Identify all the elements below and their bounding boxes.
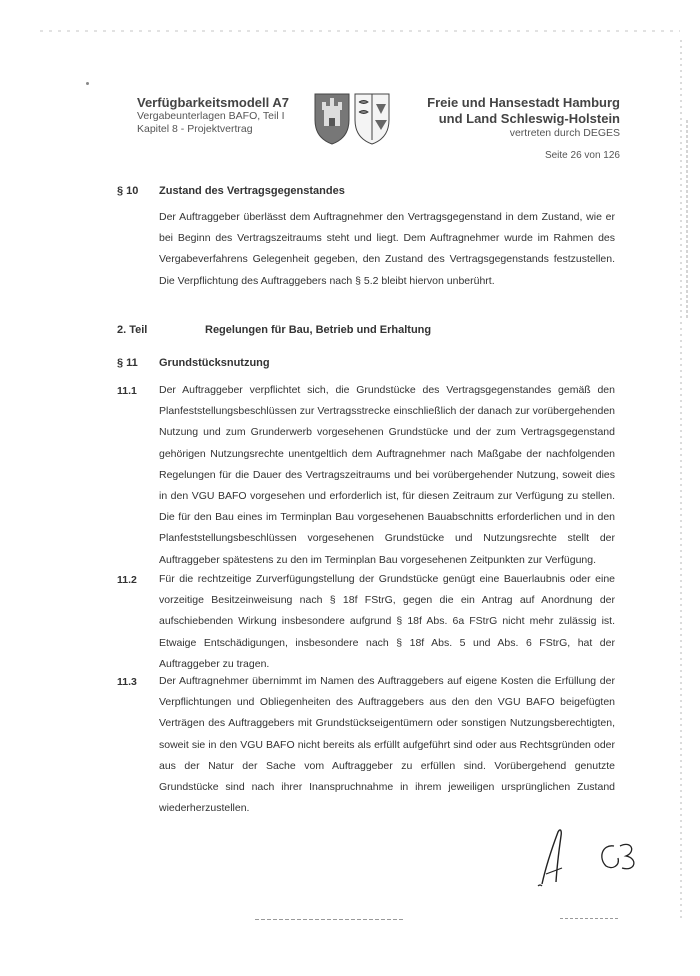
header-left <box>137 95 289 136</box>
document-title: Verfügbarkeitsmodell A7 <box>137 95 289 110</box>
page-number: Seite 26 von 126 <box>544 150 620 161</box>
handwritten-initials-signature <box>532 826 642 888</box>
section-11-title: Grundstücksnutzung <box>159 357 270 369</box>
scan-artifact-top <box>40 30 680 32</box>
paragraph-11-3-text: Der Auftragnehmer übernimmt im Namen des Auftraggebers auf eigene Kosten die Erfüllung der Verpflichtungen und Obliegenheiten des Auftraggebers aus den den VGU BAFO beigefügten Verträgen des Auftraggebers mit Grundstückseigentümern oder sonstigen Nutzungsberechtigten, soweit sie in den VGU BAFO nicht bereits als erfüllt aufgeführt sind oder aus Rechtsgründen oder aus der Natur der Sache vom Auftraggeber zu erfüllen sind. Vorübergehend genutzte Grundstücke sind nach ihrer Inanspruchnahme in ihrem jeweiligen ursprünglichen Zustand wiederherzustellen. <box>159 675 615 815</box>
document-subtitle: Vergabeunterlagen BAFO, Teil I <box>137 110 285 122</box>
part-2-number: 2. Teil <box>117 324 148 336</box>
document-chapter: Kapitel 8 - Projektvertrag <box>137 123 253 135</box>
paragraph-11-3-number: 11.3 <box>117 676 137 688</box>
section-10-title: Zustand des Vertragsgegenstandes <box>159 185 345 197</box>
hamburg-coat-of-arms-icon <box>315 94 349 144</box>
scan-artifact-right-2 <box>686 120 688 320</box>
client-name-line2: und Land Schleswig-Holstein <box>438 111 620 126</box>
paragraph-11-2-number: 11.2 <box>117 574 137 586</box>
scan-artifact-bottom <box>255 919 405 920</box>
scan-artifact-right <box>680 40 682 920</box>
paragraph-11-2-text: Für die rechtzeitige Zurverfügungstellung der Grundstücke genügt eine Bauerlaubnis oder eine vorzeitige Besitzeinweisung nach § 18f FStrG, gegen die ein Antrag auf Anordnung der aufschiebenden Wirkung insbesondere aufgrund § 18f Abs. 6a FStrG nicht mehr zulässig ist. Etwaige Entschädigungen, insbesondere nach § 18f Abs. 5 und Abs. 6 FStrG, hat der Auftraggeber zu tragen. <box>159 573 615 670</box>
section-10-number: § 10 <box>117 185 139 197</box>
section-10-text: Der Auftraggeber überlässt dem Auftragnehmer den Vertragsgegenstand in dem Zustand, wie er bei Beginn des Vertragszeitraums steht und liegt. Dem Auftragnehmer wurde im Rahmen des Vergabeverfahrens Gelegenheit gegeben, den Zustand des Vertragsgegenstands festzustellen. Die Verpflichtung des Auftraggebers nach § 5.2 bleibt hiervon unberührt. <box>159 211 615 287</box>
coat-of-arms-emblems <box>312 90 392 146</box>
paragraph-11-1-text: Der Auftraggeber verpflichtet sich, die Grundstücke des Vertragsgegenstandes gemäß den Planfeststellungsbeschlüssen zur Vertragsstrecke einschließlich der danach zur vorübergehenden Nutzung und zum Grunderwerb vorgesehenen Grundstücke und der zum Vertragsgegenstand gehörigen Nutzungsrechte unentgeltlich dem Auftragnehmer nach Maßgabe der nachfolgenden Regelungen für die Dauer des Vertragszeitraums und bei vorübergehender Nutzung, soweit dies in den VGU BAFO vorgesehen und erforderlich ist, für diesen Zeitraum zur Verfügung zu stellen. Die für den Bau eines im Terminplan Bau vorgesehenen Bauabschnitts erforderlichen und in den Planfeststellungsbeschlüssen vorgesehenen Grundstücke und Nutzungsrechte stellt der Auftraggeber spätestens zu den im Terminplan Bau vorgesehenen Zeitpunkten zur Verfügung. <box>159 384 615 566</box>
client-represented-by: vertreten durch DEGES <box>509 127 620 139</box>
section-11-number: § 11 <box>117 357 138 369</box>
scan-dot <box>86 82 89 85</box>
schleswig-holstein-coat-of-arms-icon <box>355 94 389 144</box>
header-right <box>427 95 620 139</box>
part-2-title: Regelungen für Bau, Betrieb und Erhaltung <box>205 324 432 336</box>
scan-artifact-bottom-2 <box>560 918 620 919</box>
client-name-line1: Freie und Hansestadt Hamburg <box>427 95 620 110</box>
paragraph-11-1-number: 11.1 <box>117 385 137 397</box>
